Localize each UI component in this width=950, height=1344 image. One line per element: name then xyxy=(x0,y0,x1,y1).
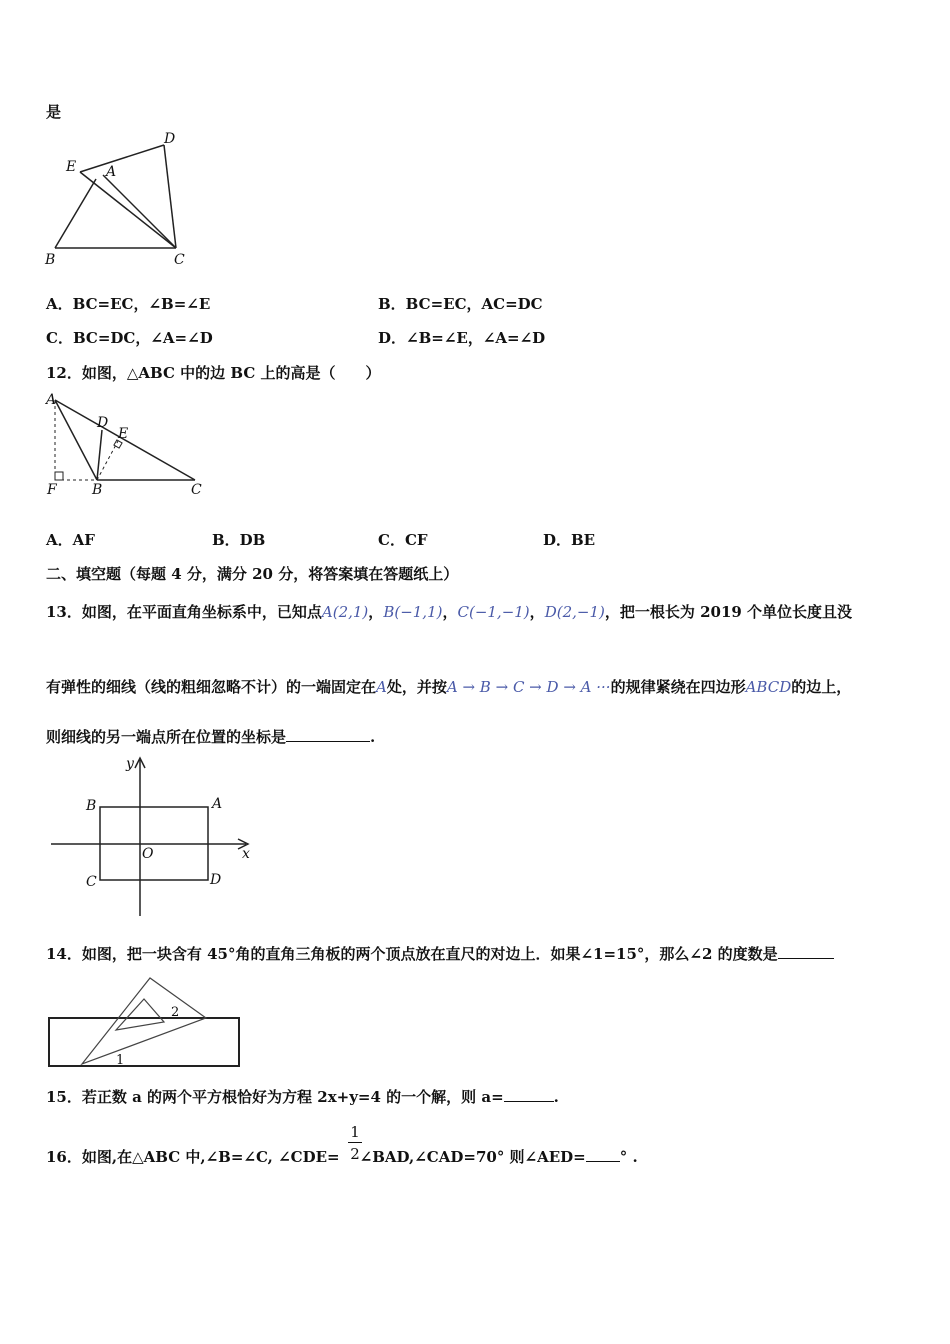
q16-text-1: 16．如图,在△ABC 中,∠B=∠C, ∠CDE= xyxy=(46,1148,340,1166)
fixed-point: A xyxy=(376,678,387,696)
q13-end: . xyxy=(370,728,376,746)
label-a: A xyxy=(212,796,223,812)
fraction-numerator: 1 xyxy=(350,1123,360,1141)
sep-2: ， xyxy=(442,603,458,621)
point-a: A(2,1) xyxy=(321,603,369,621)
segment-bi xyxy=(55,179,96,248)
label-a: A xyxy=(46,392,57,408)
q13-text-1: 13．如图，在平面直角坐标系中，已知点 xyxy=(46,603,322,621)
section-heading: 二、填空题（每题 4 分，满分 20 分，将答案填在答题纸上） xyxy=(46,565,459,583)
q11-option-a: A．BC=EC，∠B=∠E xyxy=(46,295,211,313)
label-c: C xyxy=(191,482,202,498)
q12-option-b: B．DB xyxy=(212,531,266,549)
label-o: O xyxy=(142,846,154,862)
fraction-denominator: 2 xyxy=(350,1145,360,1163)
q13-line3 xyxy=(46,727,375,747)
label-b: B xyxy=(45,252,56,268)
q13-line2 xyxy=(46,677,851,697)
figure-q11 xyxy=(40,128,200,268)
q14-line xyxy=(46,944,834,964)
label-y: y xyxy=(126,756,134,772)
segment-ed xyxy=(80,145,164,172)
q13-text-2: ，把一根长为 2019 个单位长度且没 xyxy=(604,603,853,621)
q14-stem: 14．如图，把一块含有 45°角的直角三角板的两个顶点放在直尺的对边上．如果∠1=15°，那么∠2 的度数是 xyxy=(46,945,778,963)
q13-text-7: 则细线的另一端点所在位置的坐标是 xyxy=(46,728,287,746)
figure-q13-coordinate-plane xyxy=(46,754,261,919)
q12-stem: 12．如图，△ABC 中的边 BC 上的高是（ ） xyxy=(46,364,381,382)
fraction-bar xyxy=(348,1142,362,1143)
label-b: B xyxy=(86,798,97,814)
answer-blank-16 xyxy=(586,1147,620,1162)
label-d: D xyxy=(210,872,222,888)
answer-blank-14 xyxy=(778,944,834,959)
figure-q14 xyxy=(46,972,246,1072)
label-e: E xyxy=(118,426,129,442)
angle-label-2: 2 xyxy=(171,1005,180,1020)
label-x: x xyxy=(242,846,250,862)
q16-text-3: ° . xyxy=(619,1148,638,1166)
q16-text-2: ∠BAD,∠CAD=70° 则∠AED= xyxy=(359,1148,586,1166)
answer-blank-15 xyxy=(504,1087,554,1102)
q13-text-5: 的规律紧绕在四边形 xyxy=(610,678,746,696)
q15-end: . xyxy=(553,1088,559,1106)
segment-ec xyxy=(80,172,176,248)
triangle-inner xyxy=(116,999,164,1030)
q13-line1 xyxy=(46,602,852,622)
continuation-word: 是 xyxy=(46,103,62,121)
segment-dc xyxy=(164,145,176,248)
figure-q12 xyxy=(40,390,220,500)
q12-option-c: C．CF xyxy=(378,531,428,549)
q15-line xyxy=(46,1087,559,1107)
label-b: B xyxy=(92,482,103,498)
winding-sequence: A → B → C → D → A ··· xyxy=(446,678,611,696)
angle-label-1: 1 xyxy=(116,1053,125,1068)
point-b: B(−1,1) xyxy=(383,603,443,621)
label-d: D xyxy=(164,131,176,147)
q16-line xyxy=(46,1147,638,1167)
q12-option-d: D．BE xyxy=(543,531,596,549)
label-e: E xyxy=(66,159,77,175)
quadrilateral-name: ABCD xyxy=(745,678,792,696)
label-d: D xyxy=(97,415,109,431)
label-f: F xyxy=(47,482,57,498)
q13-text-4: 处，并按 xyxy=(386,678,447,696)
answer-blank-13 xyxy=(286,727,370,742)
label-c: C xyxy=(86,874,97,890)
label-c: C xyxy=(174,252,185,268)
label-a: A xyxy=(106,164,117,180)
q13-text-6: 的边上， xyxy=(791,678,852,696)
triangle-outer xyxy=(82,978,206,1064)
sep-3: ， xyxy=(529,603,545,621)
q11-option-d: D．∠B=∠E，∠A=∠D xyxy=(378,329,546,347)
point-c: C(−1,−1) xyxy=(457,603,530,621)
segment-ac xyxy=(103,175,176,248)
q11-option-b: B．BC=EC，AC=DC xyxy=(378,295,543,313)
q12-option-a: A．AF xyxy=(46,531,95,549)
q13-text-3: 有弹性的细线（线的粗细忽略不计）的一端固定在 xyxy=(46,678,377,696)
sep-1: ， xyxy=(368,603,384,621)
right-angle-f xyxy=(55,472,63,480)
point-d: D(2,−1) xyxy=(544,603,605,621)
q15-stem: 15．若正数 a 的两个平方根恰好为方程 2x+y=4 的一个解，则 a= xyxy=(46,1088,504,1106)
q11-option-c: C．BC=DC，∠A=∠D xyxy=(46,329,213,347)
